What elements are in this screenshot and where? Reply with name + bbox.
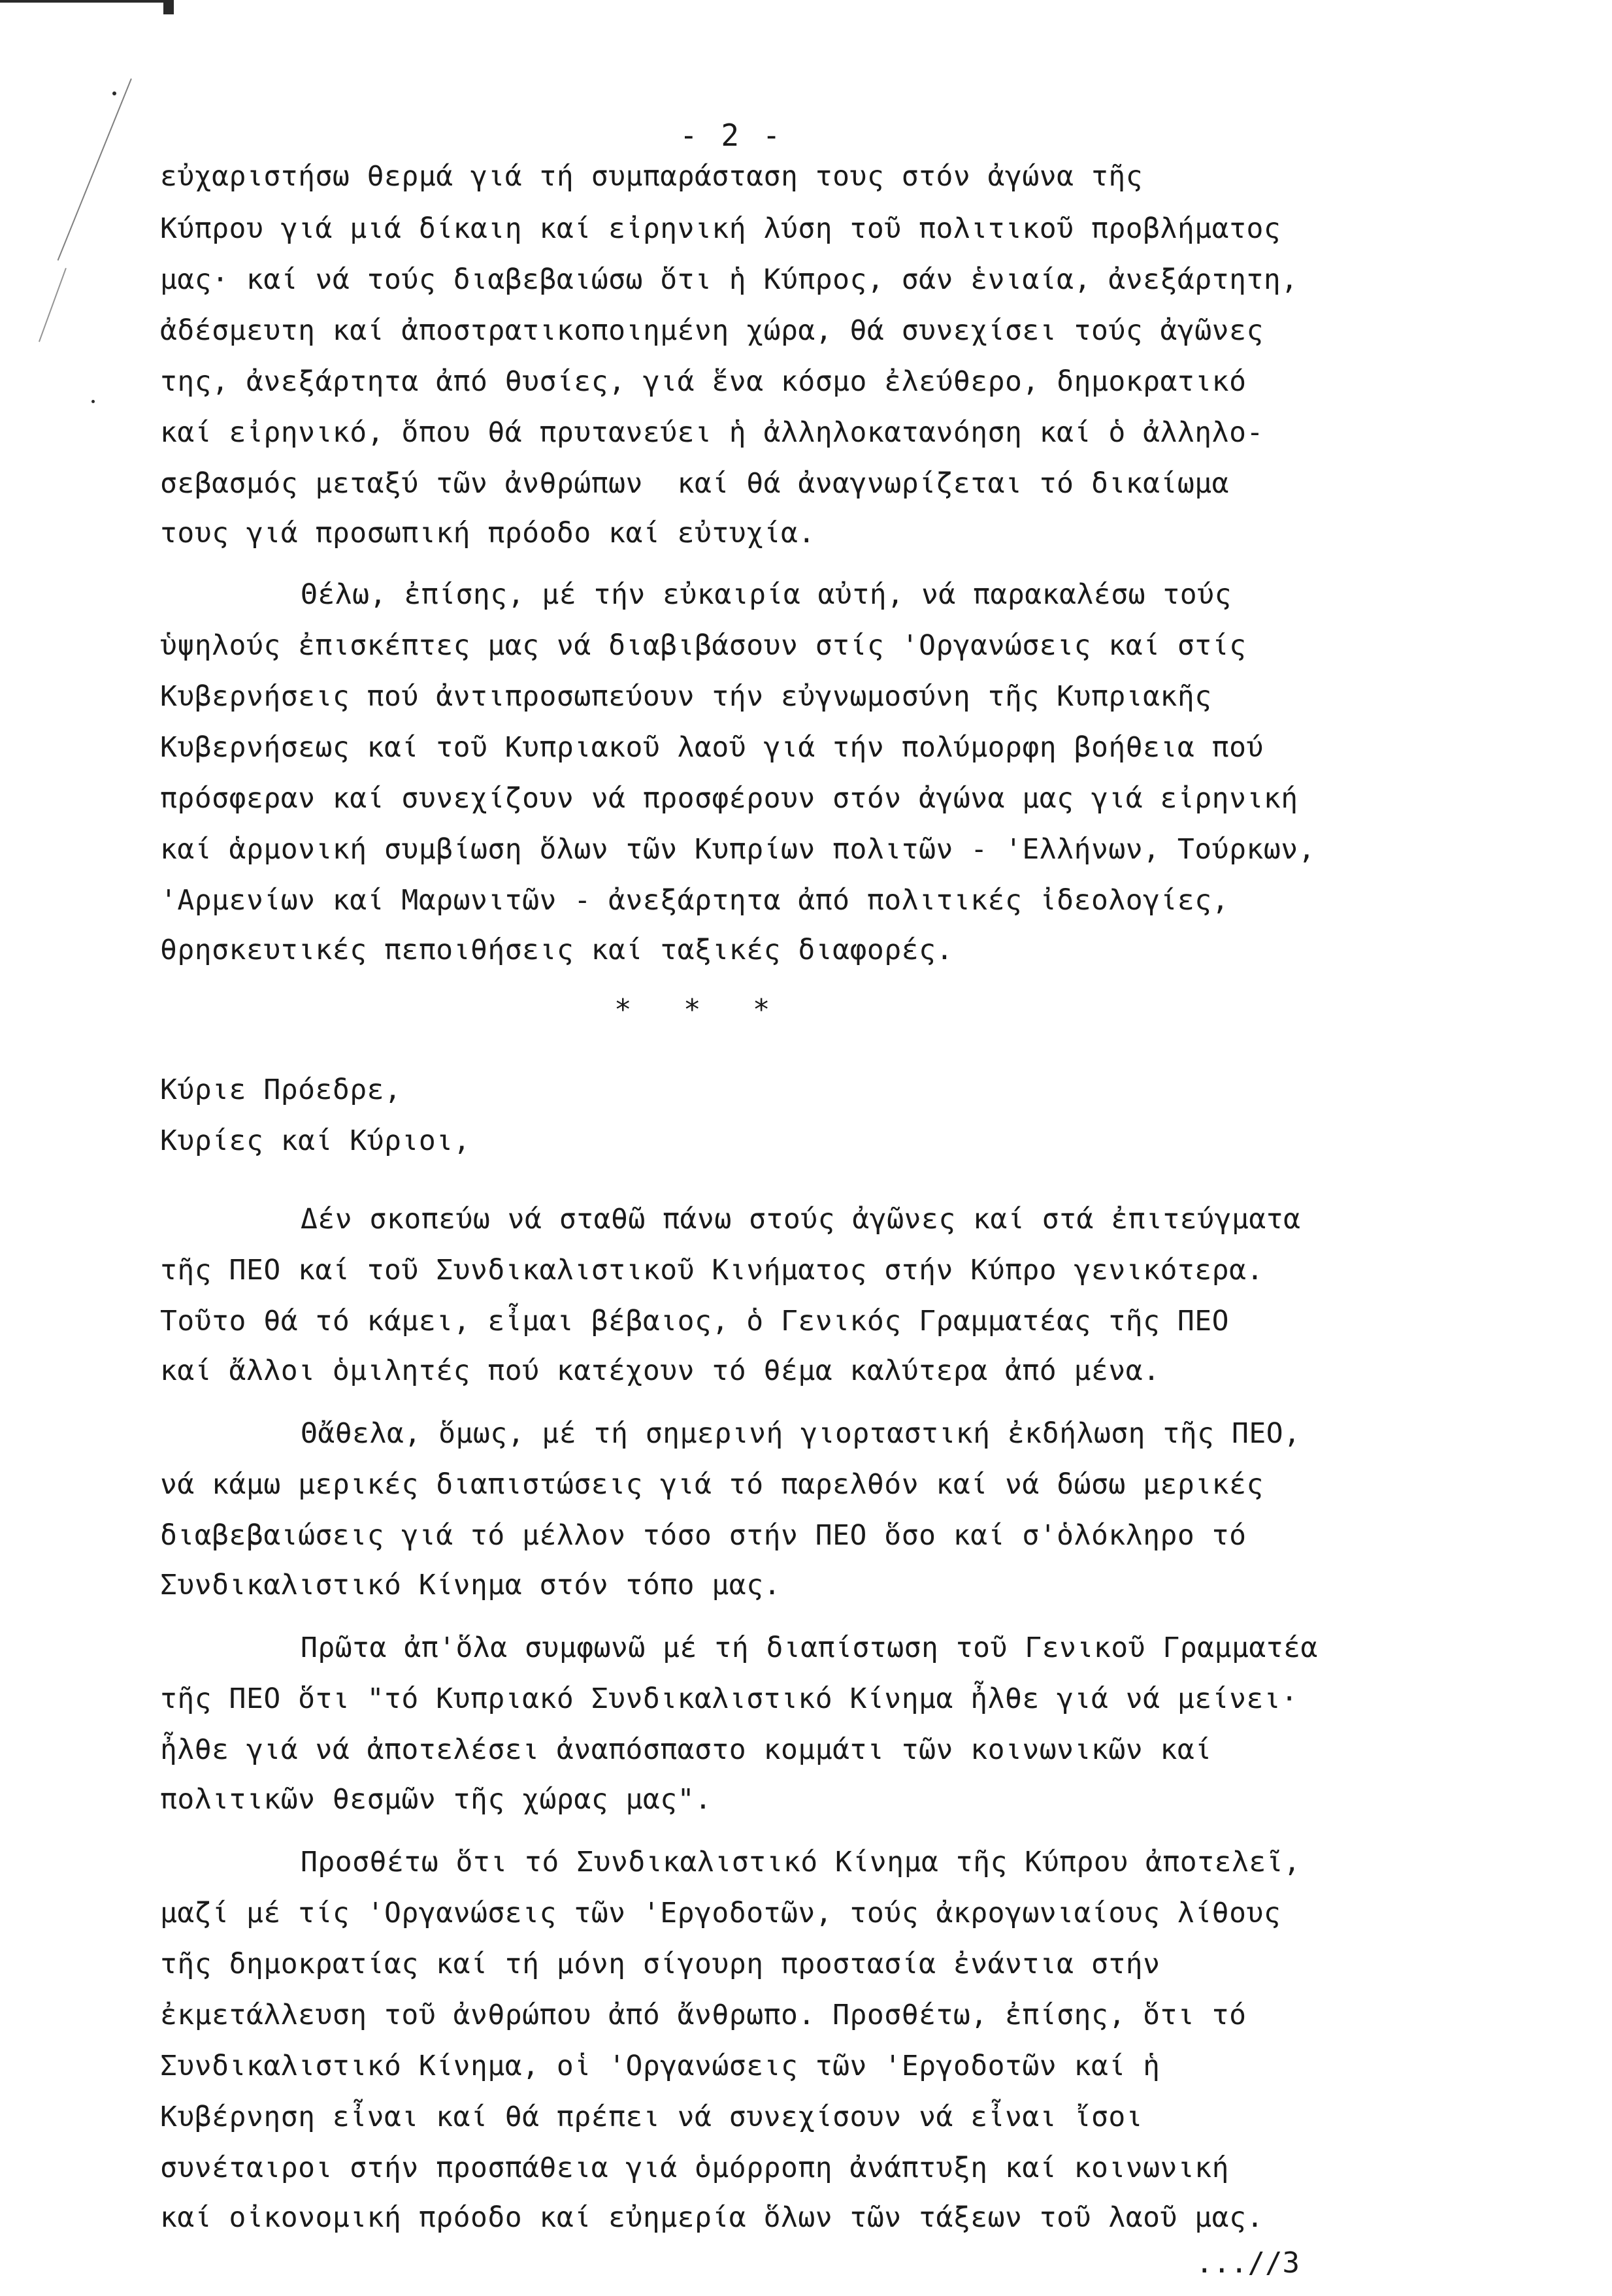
text-line: διαβεβαιώσεις γιά τό μέλλον τόσο στήν ΠΕΟ ὅσο καί σ'ὁλόκληρο τό [160, 1519, 1247, 1552]
text-line: ὑψηλούς ἐπισκέπτες μας νά διαβιβάσουν στίς 'Οργανώσεις καί στίς [160, 629, 1247, 662]
text-line: νά κάμω μερικές διαπιστώσεις γιά τό παρελθόν καί νά δώσω μερικές [160, 1468, 1264, 1501]
text-line: τους γιά προσωπική πρόοδο καί εὐτυχία. [160, 517, 815, 549]
page-number: - 2 - [680, 118, 783, 153]
text-line: σεβασμός μεταξύ τῶν ἀνθρώπων καί θά ἀναγνωρίζεται τό δικαίωμα [160, 467, 1230, 500]
text-line: Δέν σκοπεύω νά σταθῶ πάνω στούς ἀγῶνες καί στά ἐπιτεύγματα [301, 1203, 1301, 1236]
continuation-marker: ...//3 [1196, 2246, 1300, 2280]
text-line: Θέλω, ἐπίσης, μέ τήν εὐκαιρία αὐτή, νά παρακαλέσω τούς [301, 578, 1232, 611]
text-line: 'Αρμενίων καί Μαρωνιτῶν - ἀνεξάρτητα ἀπό πολιτικές ἰδεολογίες, [160, 884, 1230, 917]
text-line: Κυβερνήσεις πού ἀντιπροσωπεύουν τήν εὐγνωμοσύνη τῆς Κυπριακῆς [160, 680, 1212, 713]
text-line: ἐκμετάλλευση τοῦ ἀνθρώπου ἀπό ἄνθρωπο. Προσθέτω, ἐπίσης, ὅτι τό [160, 1999, 1247, 2031]
text-line: ἦλθε γιά νά ἀποτελέσει ἀναπόσπαστο κομμάτι τῶν κοινωνικῶν καί [160, 1733, 1212, 1766]
text-line: πρόσφεραν καί συνεχίζουν νά προσφέρουν στόν ἀγώνα μας γιά εἰρηνική [160, 782, 1298, 815]
text-line: Πρῶτα ἀπ'ὅλα συμφωνῶ μέ τή διαπίστωση τοῦ Γενικοῦ Γραμματέα [301, 1632, 1318, 1664]
text-line: συνέταιροι στήν προσπάθεια γιά ὁμόρροπη ἀνάπτυξη καί κοινωνική [160, 2152, 1230, 2184]
text-line: μας· καί νά τούς διαβεβαιώσω ὅτι ἡ Κύπρος, σάν ἑνιαία, ἀνεξάρτητη, [160, 263, 1298, 296]
text-line: καί ἄλλοι ὁμιλητές πού κατέχουν τό θέμα καλύτερα ἀπό μένα. [160, 1354, 1160, 1387]
text-line: Κύπρου γιά μιά δίκαιη καί εἰρηνική λύση τοῦ πολιτικοῦ προβλήματος [160, 212, 1281, 245]
scan-artifact-top [0, 0, 170, 3]
text-line: ἀδέσμευτη καί ἀποστρατικοποιημένη χώρα, θά συνεχίσει τούς ἀγῶνες [160, 314, 1264, 347]
text-line: Προσθέτω ὅτι τό Συνδικαλιστικό Κίνημα τῆς Κύπρου ἀποτελεῖ, [301, 1846, 1301, 1878]
section-separator: * * * [614, 993, 770, 1026]
text-line: Κυρίες καί Κύριοι, [160, 1124, 470, 1157]
text-line: Συνδικαλιστικό Κίνημα, οἱ 'Οργανώσεις τῶν 'Εργοδοτῶν καί ἡ [160, 2050, 1160, 2082]
text-line: τῆς ΠΕΟ καί τοῦ Συνδικαλιστικοῦ Κινήματος στήν Κύπρο γενικότερα. [160, 1254, 1264, 1287]
text-line: Τοῦτο θά τό κάμει, εἶμαι βέβαιος, ὁ Γενικός Γραμματέας τῆς ΠΕΟ [160, 1305, 1230, 1337]
text-line: Συνδικαλιστικό Κίνημα στόν τόπο μας. [160, 1569, 781, 1601]
text-line: θρησκευτικές πεποιθήσεις καί ταξικές διαφορές. [160, 934, 953, 966]
text-line: εὐχαριστήσω θερμά γιά τή συμπαράσταση τους στόν ἀγώνα τῆς [160, 160, 1143, 193]
scan-artifact-dot [112, 91, 116, 95]
text-line: Κύριε Πρόεδρε, [160, 1074, 402, 1106]
text-line: μαζί μέ τίς 'Οργανώσεις τῶν 'Εργοδοτῶν, τούς ἀκρογωνιαίους λίθους [160, 1897, 1281, 1929]
text-line: Κυβέρνηση εἶναι καί θά πρέπει νά συνεχίσουν νά εἶναι ἴσοι [160, 2101, 1143, 2133]
scan-artifact-dot-2 [91, 400, 95, 403]
text-line: πολιτικῶν θεσμῶν τῆς χώρας μας". [160, 1783, 712, 1816]
scan-artifact-corner [163, 0, 174, 14]
scan-artifact-edge-line [58, 78, 132, 261]
text-line: της, ἀνεξάρτητα ἀπό θυσίες, γιά ἕνα κόσμο ἐλεύθερο, δημοκρατικό [160, 365, 1247, 398]
text-line: καί οἰκονομική πρόοδο καί εὐημερία ὅλων τῶν τάξεων τοῦ λαοῦ μας. [160, 2201, 1264, 2234]
scan-artifact-edge-line-2 [39, 268, 67, 342]
text-line: τῆς ΠΕΟ ὅτι "τό Κυπριακό Συνδικαλιστικό Κίνημα ἦλθε γιά νά μείνει· [160, 1682, 1298, 1715]
text-line: καί εἰρηνικό, ὅπου θά πρυτανεύει ἡ ἀλληλοκατανόηση καί ὁ ἀλληλο- [160, 416, 1264, 449]
text-line: Κυβερνήσεως καί τοῦ Κυπριακοῦ λαοῦ γιά τήν πολύμορφη βοήθεια πού [160, 731, 1264, 764]
text-line: τῆς δημοκρατίας καί τή μόνη σίγουρη προστασία ἐνάντια στήν [160, 1948, 1160, 1980]
text-line: καί ἁρμονική συμβίωση ὅλων τῶν Κυπρίων πολιτῶν - 'Ελλήνων, Τούρκων, [160, 833, 1316, 866]
text-line: Θἄθελα, ὅμως, μέ τή σημερινή γιορταστική ἐκδήλωση τῆς ΠΕΟ, [301, 1417, 1301, 1450]
